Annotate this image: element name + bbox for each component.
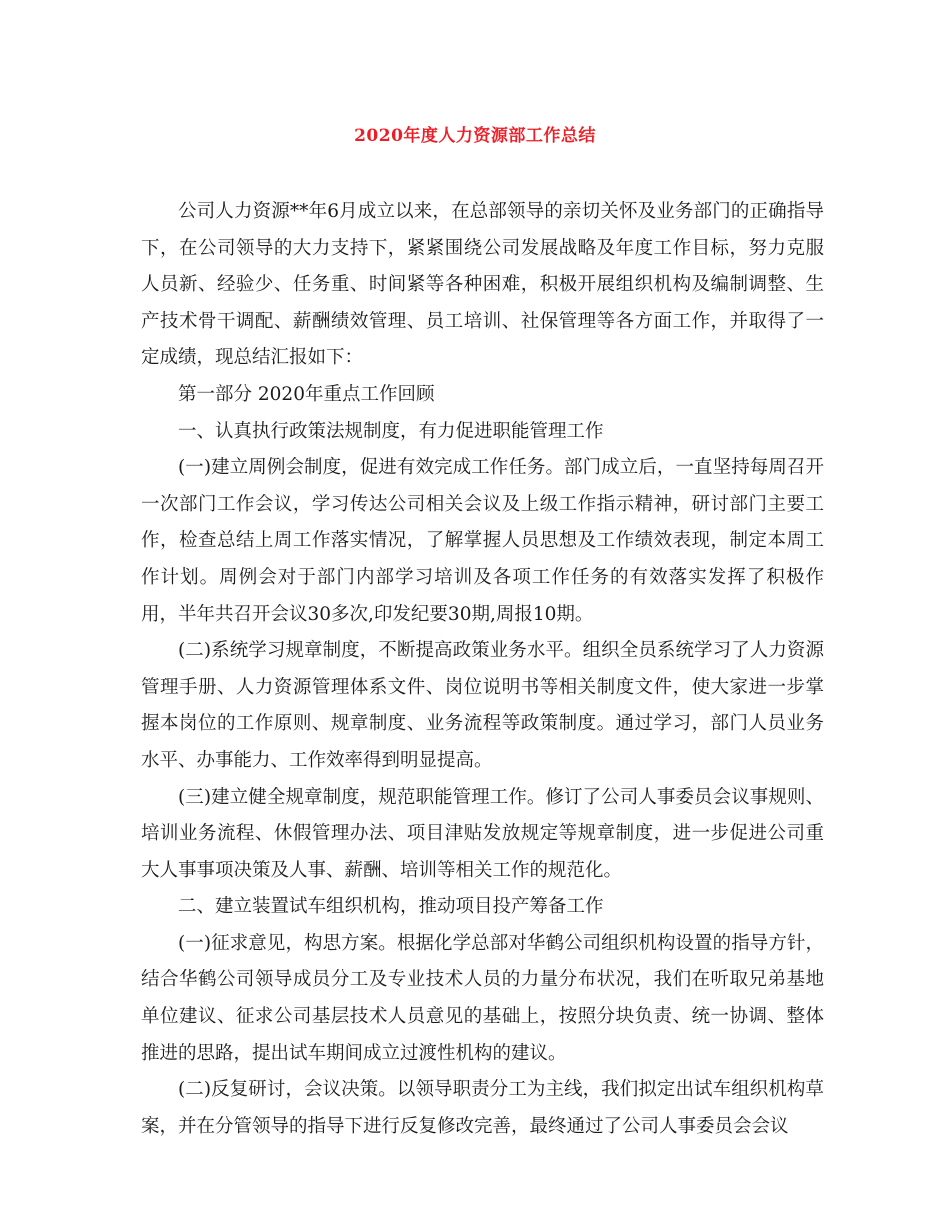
paragraph-repeated-research: (二)反复研讨，会议决策。以领导职责分工为主线，我们拟定出试车组织机构草案，并在分管领导的指导下进行反复修改完善，最终通过了公司人事委员会会议 (141, 1079, 824, 1137)
paragraph-study-rules: (二)系统学习规章制度，不断提高政策业务水平。组织全员系统学习了人力资源管理手册、人力资源管理体系文件、岗位说明书等相关制度文件，使大家进一步掌握本岗位的工作原则、规章制度、业务流程等政策制度。通过学习，部门人员业务水平、办事能力、工作效率得到明显提高。 (141, 640, 824, 771)
heading-section-2: 二、建立装置试车组织机构，推动项目投产筹备工作 (178, 896, 604, 918)
document-body (141, 194, 824, 1145)
paragraph-solicit-opinions: (一)征求意见，构思方案。根据化学总部对华鹤公司组织机构设置的指导方针，结合华鹤公司领导成员分工及专业技术人员的力量分布状况，我们在听取兄弟基地单位建议、征求公司基层技术人员意见的基础上，按照分块负责、统一协调、整体推进的思路，提出试车期间成立过渡性机构的建议。 (141, 932, 824, 1064)
paragraph-intro: 公司人力资源**年6月成立以来，在总部领导的亲切关怀及业务部门的正确指导下，在公司领导的大力支持下，紧紧围绕公司发展战略及年度工作目标，努力克服人员新、经验少、任务重、时间紧等各种困难，积极开展组织机构及编制调整、生产技术骨干调配、薪酬绩效管理、员工培训、社保管理等各方面工作，并取得了一定成绩，现总结汇报如下： (141, 201, 824, 369)
heading-section-1: 一、认真执行政策法规制度，有力促进职能管理工作 (178, 420, 604, 442)
paragraph-improve-rules: (三)建立健全规章制度，规范职能管理工作。修订了公司人事委员会议事规则、培训业务流程、休假管理办法、项目津贴发放规定等规章制度，进一步促进公司重大人事事项决策及人事、薪酬、培训等相关工作的规范化。 (141, 786, 824, 881)
paragraph-weekly-meeting: (一)建立周例会制度，促进有效完成工作任务。部门成立后，一直坚持每周召开一次部门工作会议，学习传达公司相关会议及上级工作指示精神，研讨部门主要工作，检查总结上周工作落实情况，了解掌握人员思想及工作绩效表现，制定本周工作计划。周例会对于部门内部学习培训及各项工作任务的有效落实发挥了积极作用，半年共召开会议30多次,印发纪要30期,周报10期。 (141, 457, 824, 625)
document-title: 2020年度人力资源部工作总结 (354, 126, 596, 146)
section-heading-part-one: 第一部分 2020年重点工作回顾 (178, 383, 435, 405)
